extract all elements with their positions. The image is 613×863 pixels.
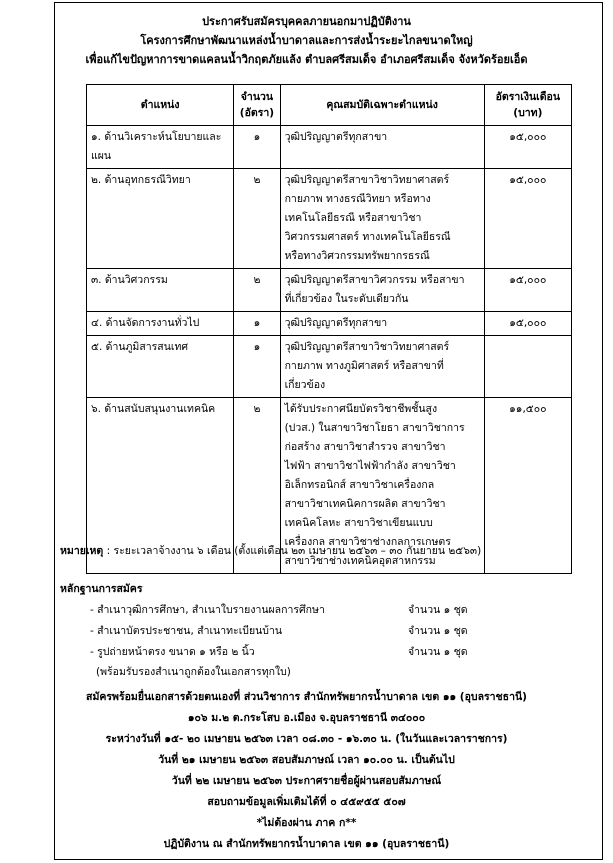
remark-label: หมายเหตุ [60,545,104,557]
qualification-line: วุฒิปริญญาตรีทุกสาขา [284,317,388,329]
table-row [87,126,572,169]
header-title: ประกาศรับสมัครบุคคลภายนอกมาปฏิบัติงาน [202,15,411,28]
evidence-item [90,643,490,660]
evidence-item-text: - สำเนาบัตรประชาชน, สำเนาทะเบียนบ้าน [90,625,283,637]
table-header-row [87,85,572,126]
qualification-line: กายภาพ ทางธรณีวิทยา หรือทาง [284,193,431,205]
salary-cell: ๑๑,๕๐๐ [484,398,571,574]
qualification-line: ได้รับประกาศนียบัตรวิชาชีพชั้นสูง [284,403,438,415]
table-row [87,336,572,398]
count-cell: ๒ [234,398,280,574]
footer-apply: สมัครพร้อมยื่นเอกสารด้วยตนเองที่ ส่วนวิชาการ สำนักทรัพยากรน้ำบาดาล เขต ๑๑ (อุบลราชธานี) [86,691,527,703]
position-cell: ๓. ด้านวิศวกรรม [87,269,234,312]
table-row [87,312,572,336]
count-cell: ๑ [234,126,280,169]
salary-cell: ๑๕,๐๐๐ [484,169,571,269]
salary-cell: ๑๕,๐๐๐ [484,269,571,312]
qualification-line: วุฒิปริญญาตรีสาขาวิชาวิทยาศาสตร์ [284,174,450,186]
count-cell: ๒ [234,269,280,312]
qualification-line: ที่เกี่ยวข้อง ในระดับเดียวกัน [284,293,409,305]
footer-interview-date: วันที่ ๒๑ เมษายน ๒๕๖๓ สอบสัมภาษณ์ เวลา ๑๐.๐๐ น. เป็นต้นไป [158,754,455,766]
count-cell: ๒ [234,169,280,269]
qualification-cell [280,126,484,169]
count-cell: ๑ [234,336,280,398]
footer-result-date: วันที่ ๒๒ เมษายน ๒๕๖๓ ประกาศรายชื่อผู้ผ่านสอบสัมภาษณ์ [171,775,442,787]
header-count [234,85,280,126]
qualification-line: วุฒิปริญญาตรีสาขาวิศวกรรม หรือสาขา [284,274,465,286]
qualification-cell [280,169,484,269]
qualification-line: เทคนิคโลหะ สาขาวิชาเขียนแบบ [284,517,433,529]
positions-table [86,84,572,574]
qualification-line: เครื่องกล สาขาวิชาช่างกลการเกษตร [284,536,451,548]
header-project: โครงการศึกษาพัฒนาแหล่งน้ำบาดาลและการส่งน้ำระยะไกลขนาดใหญ่ [140,34,473,47]
qualification-line: วุฒิปริญญาตรีทุกสาขา [284,131,388,143]
qualification-line: เทคโนโลยีธรณี หรือสาขาวิชา [284,212,422,224]
position-cell: ๔. ด้านจัดการงานทั่วไป [87,312,234,336]
table-row [87,269,572,312]
evidence-certify-note: (พร้อมรับรองสำเนาถูกต้องในเอกสารทุกใบ) [96,666,291,678]
footer-contact: สอบถามข้อมูลเพิ่มเติมได้ที่ ๐ ๔๕๙๕๕ ๕๐๗ [207,796,406,808]
position-cell: ๒. ด้านอุทกธรณีวิทยา [87,169,234,269]
evidence-item-qty: จำนวน ๑ ชุด [408,646,468,658]
header-salary-line1: อัตราเงินเดือน [495,91,561,103]
footer-exam-note: *ไม่ต้องผ่าน ภาค ก** [256,817,357,829]
remark [60,542,481,559]
qualification-line: สาขาวิชาเทคนิคการผลิต สาขาวิชา [284,498,446,510]
table-row [87,169,572,269]
header-qualification: คุณสมบัติเฉพาะตำแหน่ง [280,85,484,126]
header-count-line1: จำนวน [240,91,274,103]
footer-address: ๑๐๖ ม.๒ ต.กระโสบ อ.เมือง จ.อุบลราชธานี ๓๔๐๐๐ [187,712,426,724]
qualification-line: อิเล็กทรอนิกส์ สาขาวิชาเครื่องกล [284,479,435,491]
header-salary-line2: (บาท) [513,107,543,119]
salary-cell [484,336,571,398]
qualification-cell [280,312,484,336]
qualification-line: กายภาพ ทางภูมิศาสตร์ หรือสาขาที่ [284,360,444,372]
footer-apply-period: ระหว่างวันที่ ๑๕- ๒๐ เมษายน ๒๕๖๓ เวลา ๐๘.๓๐ - ๑๖.๓๐ น. (ในวันและเวลาราชการ) [105,733,508,745]
position-cell: ๕. ด้านภูมิสารสนเทศ [87,336,234,398]
evidence-item [90,622,490,639]
qualification-line: (ปวส.) ในสาขาวิชาโยธา สาขาวิชาการ [284,422,465,434]
salary-cell: ๑๕,๐๐๐ [484,312,571,336]
salary-cell: ๑๕,๐๐๐ [484,126,571,169]
qualification-line: สาขาวิชาช่างเทคนิคอุตสาหกรรม [284,555,436,567]
evidence-item-qty: จำนวน ๑ ชุด [408,604,468,616]
remark-text: : ระยะเวลาจ้างงาน ๖ เดือน (ตั้งแต่เดือน ๒๓ เมษายน ๒๕๖๓ – ๓๐ กันยายน ๒๕๖๓) [103,545,482,557]
count-cell: ๑ [234,312,280,336]
header-count-line2: (อัตรา) [239,107,275,119]
qualification-line: หรือทางวิศวกรรมทรัพยากรธรณี [284,250,430,262]
qualification-line: วิศวกรรมศาสตร์ ทางเทคโนโลยีธรณี [284,231,451,243]
qualification-line: ก่อสร้าง สาขาวิชาสำรวจ สาขาวิชา [284,441,446,453]
evidence-item-qty: จำนวน ๑ ชุด [408,625,468,637]
evidence-item-text: - รูปถ่ายหน้าตรง ขนาด ๑ หรือ ๒ นิ้ว [90,646,255,658]
qualification-cell [280,269,484,312]
header-salary [484,85,571,126]
header-location: เพื่อแก้ไขปัญหาการขาดแคลนน้ำวิกฤตภัยแล้ง ตำบลศรีสมเด็จ อำเภอศรีสมเด็จ จังหวัดร้อยเอ็ด [85,53,528,66]
qualification-line: วุฒิปริญญาตรีสาขาวิชาวิทยาศาสตร์ [284,341,450,353]
header-position: ตำแหน่ง [87,85,234,126]
qualification-line: เกี่ยวข้อง [284,379,326,391]
position-cell: ๑. ด้านวิเคราะห์นโยบายและแผน [87,126,234,169]
footer-workplace: ปฏิบัติงาน ณ สำนักทรัพยากรน้ำบาดาล เขต ๑๑ (อุบลราชธานี) [163,838,450,850]
qualification-line: ไฟฟ้า สาขาวิชาไฟฟ้ากำลัง สาขาวิชา [284,460,456,472]
qualification-cell [280,336,484,398]
evidence-title: หลักฐานการสมัคร [60,583,143,595]
evidence-item-text: - สำเนาวุฒิการศึกษา, สำเนาใบรายงานผลการศึกษา [90,604,325,616]
position-cell: ๖. ด้านสนับสนุนงานเทคนิค [87,398,234,574]
evidence-item [90,601,490,618]
